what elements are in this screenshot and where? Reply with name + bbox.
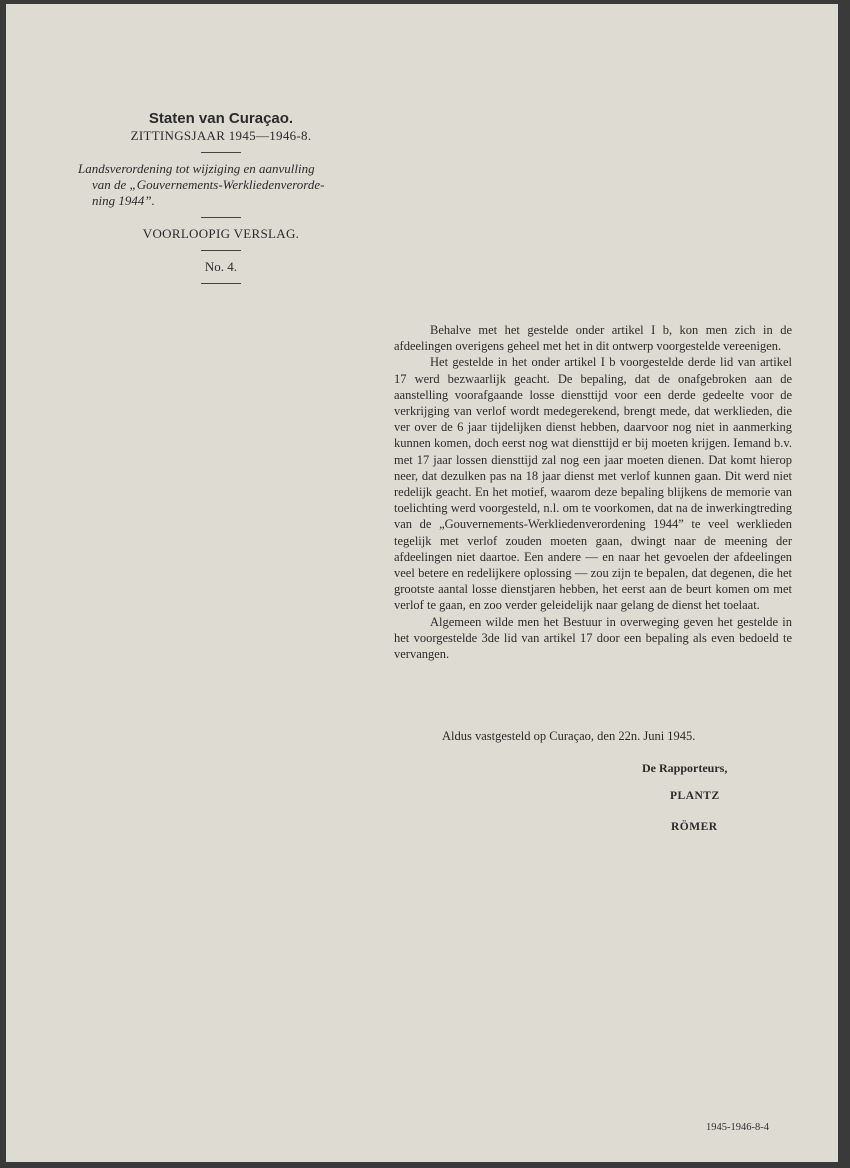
subject-line: van de „Gouvernements-Werkliedenverorde- <box>92 177 325 192</box>
subject-line: ning 1944”. <box>92 193 155 208</box>
document-kind: VOORLOOPIG VERSLAG. <box>142 226 300 241</box>
subject-line: Landsverordening tot wijziging en aanvulling <box>78 161 315 176</box>
divider <box>201 283 241 284</box>
rapporteurs-label: De Rapporteurs, <box>642 761 728 775</box>
signatory-name: PLANTZ <box>670 790 720 802</box>
organization-title: Staten van Curaçao. <box>148 110 294 127</box>
document-reference: 1945-1946-8-4 <box>706 1122 769 1133</box>
divider <box>201 217 241 218</box>
closing-block <box>394 728 792 833</box>
divider <box>201 152 241 153</box>
body-paragraph: Algemeen wilde men het Bestuur in overweging geven het gestelde in het voorgestelde 3de lid van artikel 17 door een bepaling als even bedoeld te vervangen. <box>394 614 792 662</box>
report-body <box>394 322 792 662</box>
subject-title <box>78 161 368 209</box>
document-number: No. 4. <box>204 259 238 274</box>
divider <box>201 250 241 251</box>
body-paragraph: Het gestelde in het onder artikel I b voorgestelde derde lid van artikel 17 werd bezwaarlijk geacht. De bepaling, dat de onafgebroken aan de aanstelling voorafgaande losse diensttijd voor een derde gedeelte voor de verkrijging van verlof wordt medegerekend, brengt mede, dat werklieden, die ver over de 6 jaar tijdelijken dienst hebben, daarvoor nog niet in aanmerking kunnen komen, doch eerst nog wat diensttijd er bij moeten krijgen. Iemand b.v. met 17 jaar lossen diensttijd zal nog een jaar moeten dienen. Dat komt hierop neer, dat dezulken pas na 18 jaar dienst met verlof kunnen gaan. Dit werd niet redelijk geacht. En het motief, waarom deze bepaling blijkens de memorie van toelichting werd voorgesteld, n.l. om te voorkomen, dat na de inwerkingtreding van de „Gouvernements-Werkliedenverordening 1944” te veel werklieden tegelijk met verlof zouden moeten gaan, dwingt naar de meening der afdeelingen niet daartoe. Een andere — en naar het gevoelen der afdeelingen veel betere en redelijkere oplossing — zou zijn te bepalen, dat degenen, die het grootste aantal losse dienstjaren hebben, het eerst aan de beurt komen om met verlof te gaan, en zoo verder geleidelijk naar gelang de dienst het toelaat. <box>394 355 792 613</box>
body-paragraph: Behalve met het gestelde onder artikel I b, kon men zich in de afdeelingen overigens geheel met het in dit ontwerp voorgestelde vereenigen. <box>394 323 792 354</box>
date-line: Aldus vastgesteld op Curaçao, den 22n. Juni 1945. <box>442 729 696 743</box>
document-page <box>6 4 838 1162</box>
signatory-name: RÖMER <box>671 821 718 833</box>
document-header <box>66 110 376 292</box>
session-year: ZITTINGSJAAR 1945—1946-8. <box>130 128 312 143</box>
